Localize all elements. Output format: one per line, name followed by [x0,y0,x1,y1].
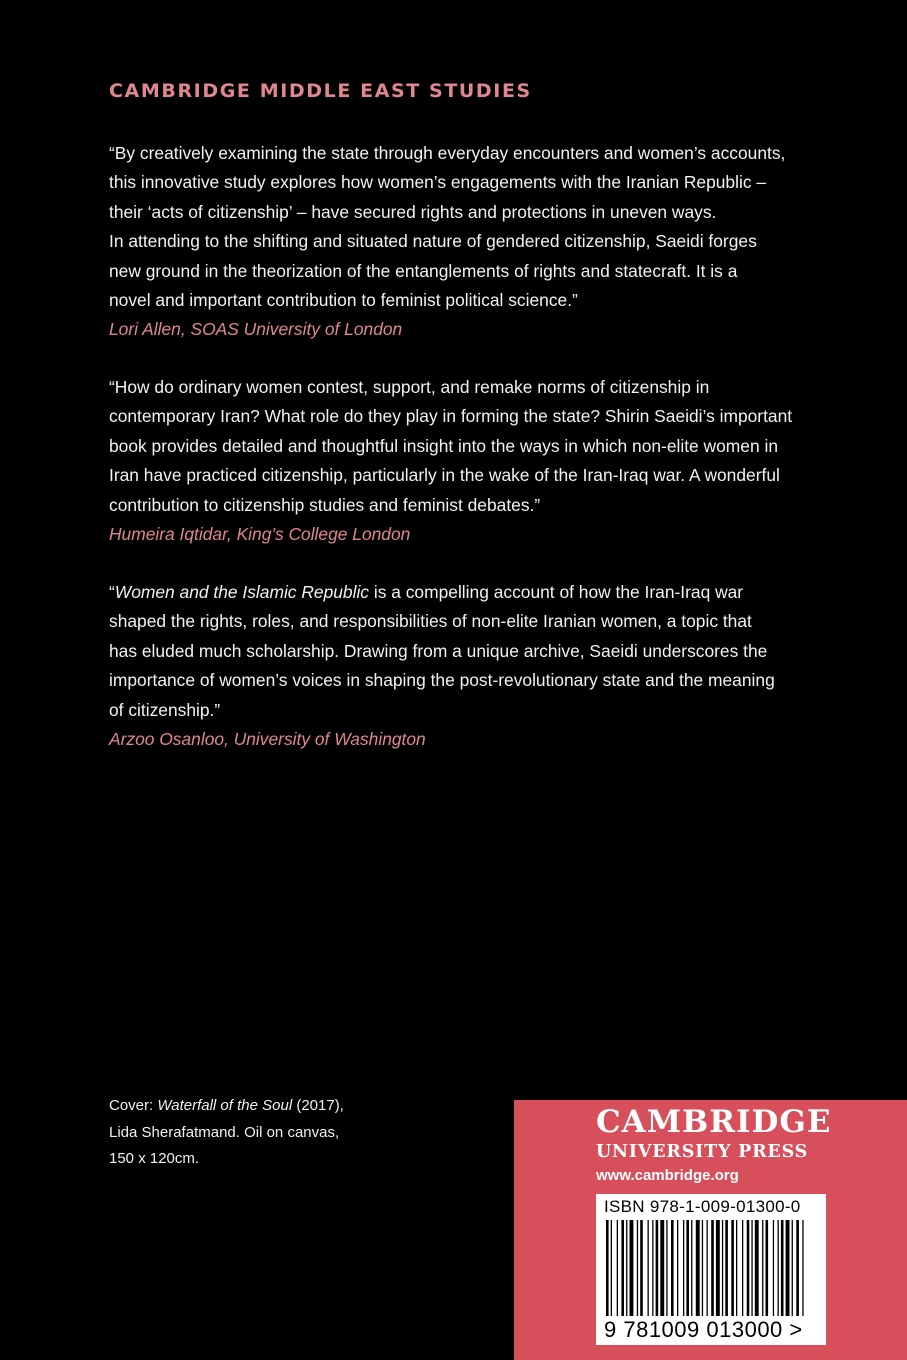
barcode-bar [751,1220,752,1316]
barcode-bar [731,1220,734,1316]
barcode-panel [596,1194,826,1345]
barcode-bar [736,1220,737,1316]
quote-line: Iran have practiced citizenship, particularly in the wake of the Iran-Iraq war. A wonderful [109,465,780,486]
barcode-bar [747,1220,750,1316]
barcode-bar [781,1220,784,1316]
barcode-bar [686,1220,689,1316]
barcode-bar [691,1220,692,1316]
quote-2 [109,373,839,549]
cover-credit-line [109,1093,344,1120]
quote-line: contribution to citizenship studies and feminist debates.” [109,494,541,515]
barcode-bar [648,1220,649,1316]
barcode-bar [778,1220,779,1316]
artwork-title: Waterfall of the Soul [157,1097,293,1114]
barcode-bar [621,1220,624,1316]
barcode-bar [677,1220,678,1316]
cover-credit-line: Lida Sherafatmand. Oil on canvas, [109,1123,340,1141]
quote-line: their ‘acts of citizenship’ – have secured rights and protections in uneven ways. [109,201,717,222]
barcode-bar [617,1220,618,1316]
barcode-bar [652,1220,653,1316]
barcode-bar [755,1220,759,1316]
barcode-bar [671,1220,674,1316]
publisher-url[interactable]: www.cambridge.org [596,1167,739,1184]
quote-line: importance of women’s voices in shaping the post-revolutionary state and the meaning [109,670,775,691]
publisher-box [514,1100,907,1360]
quote-attribution: Humeira Iqtidar, King’s College London [109,524,411,545]
cover-credit-line: 150 x 120cm. [109,1150,200,1167]
barcode-bar [660,1220,664,1316]
quote-line: shaped the rights, roles, and responsibilities of non-elite Iranian women, a topic that [109,611,752,632]
barcode-bar [796,1220,799,1316]
barcode-bar [696,1220,700,1316]
barcode-bar [640,1220,643,1316]
barcode-bar [766,1220,769,1316]
barcode-bar [792,1220,793,1316]
barcode-bar [802,1220,803,1316]
quote-line: of citizenship.” [109,699,221,720]
quote-line: new ground in the theorization of the entanglements of rights and statecraft. It is a [109,260,738,281]
quote-line: book provides detailed and thoughtful insight into the ways in which non-elite women in [109,435,778,456]
publisher-logo: CAMBRIDGE [596,1104,832,1140]
quote-attribution: Lori Allen, SOAS University of London [109,319,403,340]
quote-line: contemporary Iran? What role do they play in forming the state? Shirin Saeidi’s important [109,406,793,427]
barcode-bar [656,1220,659,1316]
quote-line: In attending to the shifting and situated nature of gendered citizenship, Saeidi forges [109,231,757,252]
quote-3 [109,578,839,754]
quote-line: has eluded much scholarship. Drawing from a unique archive, Saeidi underscores the [109,640,768,661]
quote-line: “How do ordinary women contest, support, and remake norms of citizenship in [109,377,710,397]
quote-line: “By creatively examining the state through everyday encounters and women’s accounts, [109,143,786,163]
barcode-bar [762,1220,763,1316]
barcode-bar [742,1220,743,1316]
cover-prefix: Cover: [109,1097,158,1114]
quote-line: this innovative study explores how women’s engagements with the Iranian Republic – [109,172,767,193]
barcode-bar [786,1220,790,1316]
isbn-label: ISBN 978-1-009-01300-0 [604,1197,801,1216]
quote-line: novel and important contribution to feminist political science.” [109,290,578,311]
quote-attribution: Arzoo Osanloo, University of Washington [109,729,426,750]
barcode-bar [683,1220,684,1316]
barcode-bar [722,1220,723,1316]
barcode-bar [606,1220,609,1316]
quote-1 [109,139,839,345]
barcode-bar [711,1220,714,1316]
artwork-year: (2017), [292,1097,344,1114]
barcode-bar [630,1220,634,1316]
book-title: Women and the Islamic Republic [114,582,370,602]
barcode-bar [725,1220,728,1316]
barcode-digits: 9 781009 013000 > [604,1317,803,1342]
barcode-bar [611,1220,612,1316]
barcode-bar [626,1220,627,1316]
quote-line [109,578,839,607]
barcode-bar [716,1220,720,1316]
barcode-bar [702,1220,703,1316]
cover-credit [109,1093,344,1173]
series-title: CAMBRIDGE MIDDLE EAST STUDIES [109,80,532,102]
barcode-bar [773,1220,774,1316]
quote-open-mark: “ [109,582,115,602]
barcode-bar [637,1220,638,1316]
barcode-bar [707,1220,708,1316]
publisher-logo-sub: UNIVERSITY PRESS [596,1142,809,1162]
quote-text: is a compelling account of how the Iran-Iraq war [369,582,744,602]
barcode-icon [600,1220,822,1316]
barcode-bar [666,1220,667,1316]
